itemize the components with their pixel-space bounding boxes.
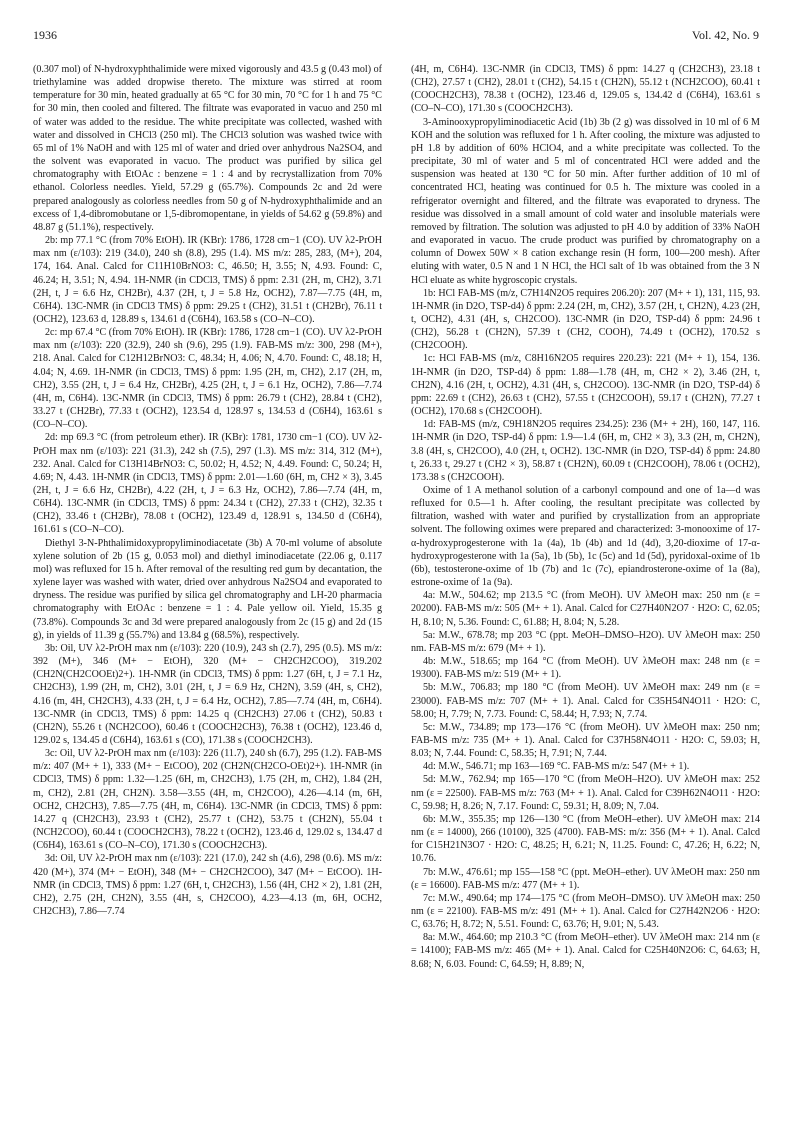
paragraph-1d-data: 1d: FAB-MS (m/z, C9H18N2O5 requires 234.25): 236 (M+ + 2H), 160, 147, 116. 1H-NMR (in D2O, TSP-d4) δ ppm: 1.9—1.4 (6H, m, CH2 × 3), 3.3 (2H, m, CH2N), 3.8 (4H, s, CH2COO), 4.0 (2H, t, OCH2). 13C-NMR (in D2O, TSP-d4) δ ppm: 24.80 t, 26.33 t, 29.27 t (CH2 × 3), 58.87 t (CH2N), 60.09 t (CH2COOH), 78.06 t (OCH2), 173.38 s (CH2COOH). — [411, 419, 760, 483]
paragraph-2c-data: 2c: mp 67.4 °C (from 70% EtOH). IR (KBr): 1786, 1728 cm−1 (CO). UV λ2-PrOH max nm (ε/103): 220 (32.9), 240 sh (9.6), 295 (1.9). FAB-MS m/z: 300, 298 (M+), 218. Anal. Calcd for C12H12BrNO3: C, 48.34; H, 4.06; N, 4.70. Found: C, 48.18; H, 4.04; N, 4.69. 1H-NMR (in CDCl3, TMS) δ ppm: 1.95 (2H, m, CH2), 2.17 (2H, m, CH2), 3.55 (2H, t, J = 6.4 Hz, CH2Br), 4.25 (2H, t, J = 6.1 Hz, OCH2), 7.86—7.74 (4H, m, C6H4). 13C-NMR (in CDCl3, TMS) δ ppm: 26.79 t (CH2), 28.84 t (CH2), 33.27 t (CH2Br), 77.33 t (OCH2), 123.54 d, 128.97 s, 134.53 d (C6H4), 163.61 s (CO–N–CO). — [33, 327, 382, 431]
paragraph-6b-data: 6b: M.W., 355.35; mp 126—130 °C (from MeOH–ether). UV λMeOH max: 214 nm (ε = 14000), 266 (10100), 325 (4700). FAB-MS: m/z: 356 (M+ + 1). Anal. Calcd for C15H21N3O7 · H2O: C, 48.25; H, 6.21; N, 11.25. Found: C, 47.26; H, 6.22; N, 10.76. — [411, 813, 760, 865]
paragraph-3c-data: 3c: Oil, UV λ2-PrOH max nm (ε/103): 226 (11.7), 240 sh (6.7), 295 (1.2). FAB-MS m/z: 407 (M+ + 1), 333 (M+ − EtCOO), 202 (CH2N(CH2CO-OEt)2+). 1H-NMR (in CDCl3, TMS) δ ppm: 1.32—1.25 (6H, m, CH2CH3), 1.75 (2H, m, CH2), 1.84 (2H, m, CH2), 2.81 (2H, CH2N). 3.58—3.55 (4H, m, CH2COO), 4.26—4.14 (m, 6H, OCH2, CH2CH3), 7.85—7.75 (4H, m, C6H4). 13C-NMR (in CDCl3, TMS) δ ppm: 14.27 q (CH2CH3), 23.93 t (CH2), 25.77 t (CH2), 53.75 t (CH2N), 55.04 t (NCH2COO), 60.44 t (COOCH2CH3), 78.22 t (OCH2), 123.46 d, 129.02 s, 134.47 d (C6H4), 163.61 s (CO–N–CO), 171.30 s (COOCH2CH3). — [33, 748, 382, 852]
paragraph-1b-procedure: 3-Aminooxypropyliminodiacetic Acid (1b) 3b (2 g) was dissolved in 10 ml of 6 M KOH and the solution was refluxed for 1 h. After cooling, the mixture was adjusted to pH 1.8 by addition of 60% HClO4, and a white precipitate was collected. To the precipitate, 30 ml of water and 5 ml of concentrated HCl were added and the suspension was heated at 130 °C for 50 min. After further addition of 10 ml of concentrated HCl, heating was continued for 0.5 h. The mixture was cooled in a refrigerator overnight and filtered, and the filtrate was evaporated to dryness. The residue was dissolved in a small amount of cold water and insoluble materials were removed by filtration. The solution was adjusted to pH 4.0 by addition of 33% NaOH and evaporated in vacuo. The crude product was purified by chromatography on a column of Dowex 50W × 8 cation exchange resin (H form, 100—200 mesh). After eluting with water, 0.5 N and 1 N HCl, the HCl salt of 1b was obtained from the 3 N HCl eluate as white hygroscopic crystals. — [411, 116, 760, 286]
paragraph-8a-data: 8a: M.W., 464.60; mp 210.3 °C (from MeOH–ether). UV λMeOH max: 214 nm (ε = 14100); FAB-MS m/z: 465 (M+ + 1). Anal. Calcd for C25H40N2O6: C, 64.63; H, 8.68; N, 6.03. Found: C, 64.59; H, 8.89; N, — [411, 932, 760, 970]
paragraph-4a-data: 4a: M.W., 504.62; mp 213.5 °C (from MeOH). UV λMeOH max: 250 nm (ε = 20200). FAB-MS m/z: 505 (M+ + 1). Anal. Calcd for C27H40N2O7 · H2O: C, 62.05; H, 8.10; N, 5.36. Found: C, 61.88; H, 8.04; N, 5.28. — [411, 590, 760, 628]
paragraph-4b-data: 4b: M.W., 518.65; mp 164 °C (from MeOH). UV λMeOH max: 248 nm (ε = 19300). FAB-MS m/z: 519 (M+ + 1). — [411, 656, 760, 681]
paragraph-1c-data: 1c: HCl FAB-MS (m/z, C8H16N2O5 requires 220.23): 221 (M+ + 1), 154, 136. 1H-NMR (in D2O, TSP-d4) δ ppm: 1.88—1.78 (4H, m, CH2 × 2), 3.46 (2H, t, CH2N), 4.16 (2H, t, OCH2), 4.31 (4H, s, CH2COO). 13C-NMR (in D2O, TSP-d4) δ ppm: 22.69 t (CH2), 26.63 t (CH2), 57.55 t (CH2COOH), 59.17 t (CH2N), 77.27 t (OCH2), 170.68 s (CH2COOH). — [411, 353, 760, 418]
paragraph-3d-data-continued: (4H, m, C6H4). 13C-NMR (in CDCl3, TMS) δ ppm: 14.27 q (CH2CH3), 23.18 t (CH2), 27.57 t (CH2), 28.01 t (CH2), 54.15 t (CH2N), 55.12 t (NCH2COO), 60.41 t (COOCH2CH3), 78.38 t (OCH2), 123.46 d, 129.05 s, 134.42 d (C6H4), 163.61 s (CO–N–CO), 171.30 s (COOCH2CH3). — [411, 64, 760, 115]
paragraph-procedure-2b: (0.307 mol) of N-hydroxyphthalimide were mixed vigorously and 43.5 g (0.43 mol) of triethylamine was added dropwise thereto. The mixture was stirred at room temperature for 30 min, heated gradually at 65 °C for 30 min, 70 °C for 1 h and 75 °C for 30 min, then cooled and filtered. The filtrate was evaporated in vacuo and 250 ml of water was added to the residue. The white precipitate was collected, washed with water and dissolved in CHCl3 (250 ml). The CHCl3 solution was washed twice with 65 ml of 1% NaOH and with 125 ml of water and dried over anhydrous Na2SO4, and the solvent was evaporated in vacuo. The product was purified by silica gel chromatography with EtOAc : benzene = 1 : 4 and by recrystallization from 70% ethanol. Colorless needles. Yield, 57.29 g (65.7%). Compounds 2c and 2d were prepared analogously as colorless needles from 50 g of N-hydroxyphthalimide and an excess of 1,4-dibromobutane or 1,5-dibromopentane, in yields of 54.62 g (59.8%) and 48.87 g (51.1%), respectively. — [33, 64, 382, 233]
paragraph-2d-data: 2d: mp 69.3 °C (from petroleum ether). IR (KBr): 1781, 1730 cm−1 (CO). UV λ2-PrOH max nm (ε/103): 221 (31.3), 242 sh (7.5), 297 (1.3). MS m/z: 314, 312 (M+), 232. Anal. Calcd for C13H14BrNO3: C, 50.02; H, 4.52; N, 4.49. Found: C, 50.24; H, 4.69; N, 4.43. 1H-NMR (in CDCl3, TMS) δ ppm: 2.01—1.60 (6H, m, CH2 × 3), 3.45 (2H, t, J = 6.6 Hz, CH2Br), 4.22 (2H, t, J = 6.3 Hz, OCH2), 7.86—7.74 (4H, m, C6H4). 13C-NMR (in CDCl3, TMS) δ ppm: 24.34 t (CH2), 27.33 t (CH2), 32.35 t (CH2), 33.46 t (CH2Br), 78.08 t (OCH2), 123.49 d, 128.91 s, 134.50 d (C6H4), 161.61 s (CO–N–CO). — [33, 432, 382, 536]
journal-volume-issue: Vol. 42, No. 9 — [691, 28, 759, 42]
paragraph-7b-data: 7b: M.W., 476.61; mp 155—158 °C (ppt. MeOH–ether). UV λMeOH max: 250 nm (ε = 16600). FAB-MS m/z: 477 (M+ + 1). — [411, 866, 760, 891]
page-header — [33, 28, 759, 48]
paragraph-4d-data: 4d: M.W., 546.71; mp 163—169 °C. FAB-MS m/z: 547 (M+ + 1). — [423, 761, 690, 773]
paragraph-diethyl-3b-procedure: Diethyl 3-N-Phthalimidoxypropyliminodiacetate (3b) A 70-ml volume of absolute xylene solution of 2b (15 g, 0.053 mol) and diethyl iminodiacetate (22.06 g, 0.117 mol) was refluxed for 15 h. After removal of the resulting red gum by decantation, the xylene layer was washed with water, dried over anhydrous Na2SO4 and evaporated to dryness. The residue was purified by silica gel chromatography and LH-20 pharmacia chromatography with EtOAc : benzene = 1 : 4. Pale yellow oil. Yield, 15.35 g (73.8%). Compounds 3c and 3d were prepared analogously from 2c (15 g) and 2d (15 g), in yields of 11.39 g (55.7%) and 13.84 g (68.5%), respectively. — [33, 537, 382, 641]
right-column — [411, 63, 760, 971]
paragraph-5b-data: 5b: M.W., 706.83; mp 180 °C (from MeOH). UV λMeOH max: 249 nm (ε = 23000). FAB-MS m/z: 707 (M+ + 1). Anal. Calcd for C35H54N4O11 · H2O: C, 58.00; H, 7.79; N, 7.73. Found: C, 58.44; H, 7.93; N, 7.74. — [411, 682, 760, 720]
left-column — [33, 63, 382, 918]
paragraph-3d-data: 3d: Oil, UV λ2-PrOH max nm (ε/103): 221 (17.0), 242 sh (4.6), 298 (0.6). MS m/z: 420 (M+), 374 (M+ − EtOH), 348 (M+ − CH2CH2COO), 347 (M+ − EtCOO). 1H-NMR (in CDCl3, TMS) δ ppm: 1.27 (6H, t, CH2CH3), 1.56 (4H, CH2 × 2), 1.81 (2H, CH2), 2.75 (2H, CH2N), 3.55 (4H, s, CH2COO), 4.23—4.13 (m, 6H, OCH2, CH2CH3), 7.86—7.74 — [33, 853, 382, 917]
paragraph-oxime-procedure: Oxime of 1 A methanol solution of a carbonyl compound and one of 1a—d was refluxed for 0.5—1 h. After cooling, the resultant precipitate was collected by filtration, washed with water and purified by crystallization from an appropriate solvent. The following oximes were prepared and characterized: 3-monooxime of 17-α-hydroxyprogesterone with 1a (4a), 1b (4b) and 1d (4d), 3,20-dioxime of 17-α-hydroxyprogesterone with 1a (5a), 1b (5b), 1c (5c) and 1d (5d), pyridoxal-oxime of 1b (6b), testosterone-oxime of 1b (7b) and 1c (7c), epiandrosterone-oxime of 1a (8a), estrone-oxime of 1a (9a). — [411, 485, 760, 589]
paragraph-5d-data: 5d: M.W., 762.94; mp 165—170 °C (from MeOH–H2O). UV λMeOH max: 252 nm (ε = 22500). FAB-MS m/z: 763 (M+ + 1). Anal. Calcd for C39H62N4O11 · H2O: C, 59.98; H, 8.26; N, 7.17. Found: C, 59.31; H, 8.09; N, 7.04. — [411, 774, 760, 812]
paragraph-3b-data: 3b: Oil, UV λ2-PrOH max nm (ε/103): 220 (10.9), 243 sh (2.7), 295 (0.5). MS m/z: 392 (M+), 346 (M+ − EtOH), 320 (M+ − CH2CH2COO), 319.202 (CH2N(CH2COOEt)2+). 1H-NMR (in CDCl3, TMS) δ ppm: 1.27 (6H, t, J = 7.1 Hz, CH2CH3), 1.99 (2H, m, CH2), 3.01 (2H, t, J = 6.9 Hz, CH2N), 3.59 (4H, s, CH2), 4.16 (m, 4H, CH2CH3), 4.33 (2H, t, J = 6.4 Hz, OCH2), 7.85—7.74 (4H, m, C6H4). 13C-NMR (in CDCl3, TMS) δ ppm: 14.25 q (CH2CH3) 27.06 t (CH2), 50.83 t (CH2N), 55.26 t (NCH2COO), 60.46 t (COOCH2CH3), 76.38 t (OCH2), 123.46 d, 129.02 s, 134.45 d (C6H4), 163.61 s (CO), 171.38 s (COOCH2CH3). — [33, 642, 382, 746]
paragraph-1b-data: 1b: HCl FAB-MS (m/z, C7H14N2O5 requires 206.20): 207 (M+ + 1), 131, 115, 93. 1H-NMR (in D2O, TSP-d4) δ ppm: 2.24 (2H, m, CH2), 3.57 (2H, t, CH2N), 4.23 (2H, t, OCH2), 4.31 (4H, s, CH2COO). 13C-NMR (in D2O, TSP-d4) δ ppm: 24.96 t (CH2), 56.28 t (CH2N), 57.39 t (CH2, COOH), 74.49 t (OCH2), 170.52 s (CH2COOH). — [411, 287, 760, 352]
page-number: 1936 — [33, 28, 57, 42]
paragraph-2b-data: 2b: mp 77.1 °C (from 70% EtOH). IR (KBr): 1786, 1728 cm−1 (CO). UV λ2-PrOH max nm (ε/103): 219 (34.0), 240 sh (8.8), 295 (1.4). MS m/z: 285, 283, (M+), 204, 174, 164. Anal. Calcd for C11H10BrNO3: C, 46.50; H, 3.55; N, 4.93. Found: C, 46.24; H, 3.51; N, 4.94. 1H-NMR (in CDCl3, TMS) δ ppm: 2.31 (2H, m, CH2), 3.71 (2H, t, J = 6.6 Hz, CH2Br), 4.37 (2H, t, J = 5.8 Hz, OCH2), 7.87—7.75 (4H, m, C6H4). 13C-NMR (in CDCl3 TMS) δ ppm: 29.25 t (CH2), 31.51 t (CH2Br), 76.11 t (OCH2), 123.63 d, 128.89 s, 134.61 d (C6H4), 163.58 s (CO–N–CO). — [33, 235, 382, 325]
paragraph-5c-data: 5c: M.W., 734.89; mp 173—176 °C (from MeOH). UV λMeOH max: 250 nm; FAB-MS m/z: 735 (M+ + 1). Anal. Calcd for C37H58N4O11 · H2O: C, 59.03; H, 8.03; N, 7.44. Found: C, 58.35; H, 7.91; N, 7.44. — [411, 721, 760, 760]
paragraph-5a-data: 5a: M.W., 678.78; mp 203 °C (ppt. MeOH–DMSO–H2O). UV λMeOH max: 250 nm. FAB-MS m/z: 679 (M+ + 1). — [411, 629, 760, 654]
paragraph-7c-data: 7c: M.W., 490.64; mp 174—175 °C (from MeOH–DMSO). UV λMeOH max: 250 nm (ε = 22100). FAB-MS m/z: 491 (M+ + 1). Anal. Calcd for C27H42N2O6 · H2O: C, 63.76; H, 8.72; N, 5.51. Found: C, 63.76; H, 9.01; N, 5.43. — [411, 892, 760, 931]
